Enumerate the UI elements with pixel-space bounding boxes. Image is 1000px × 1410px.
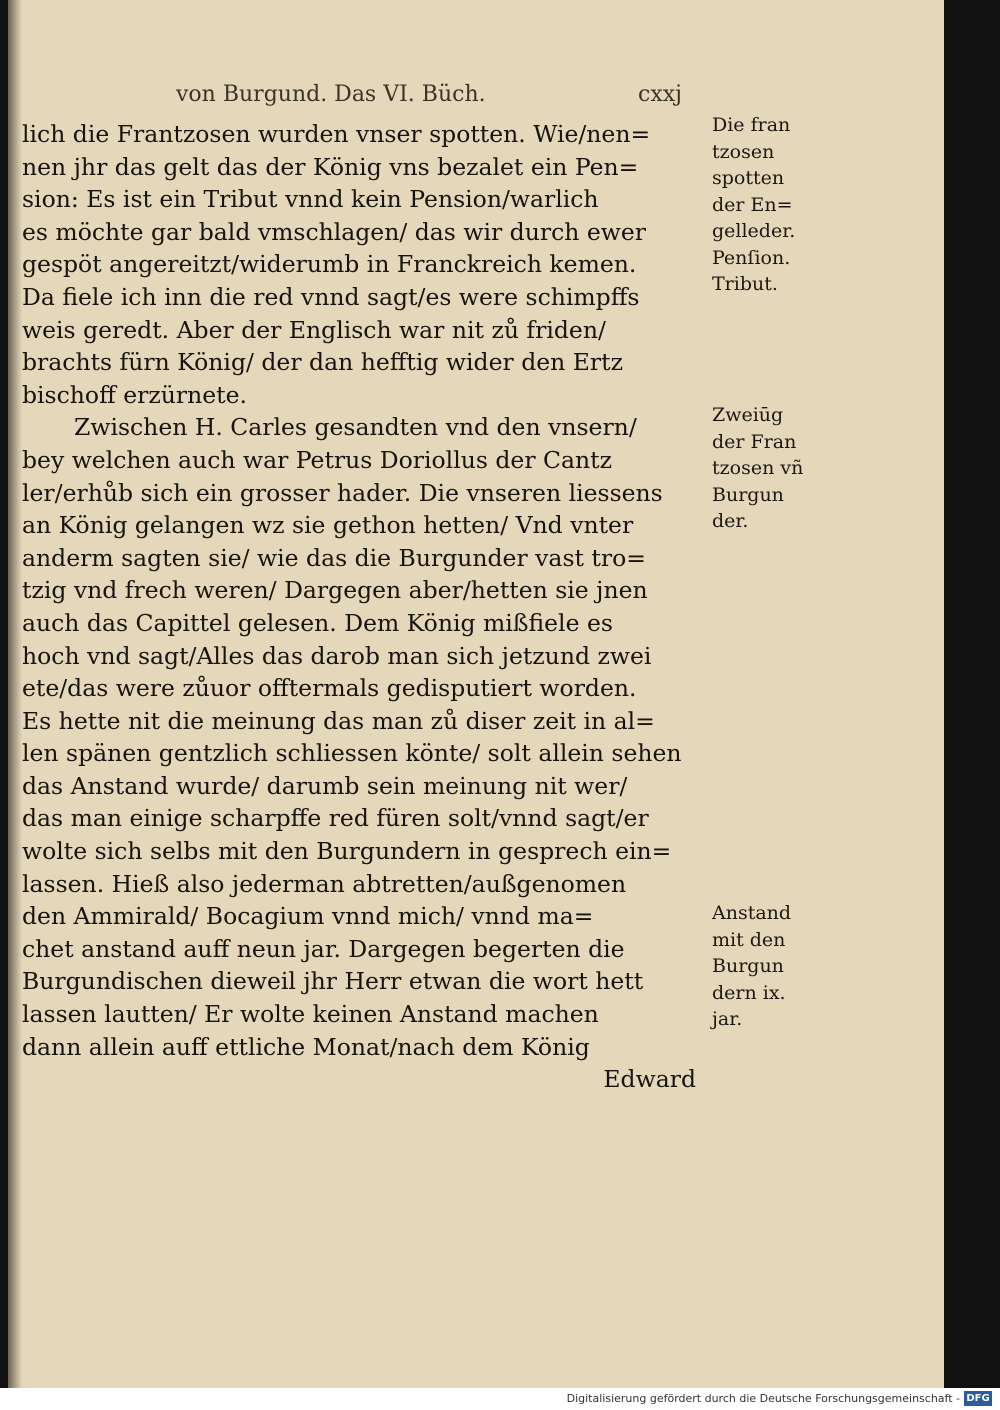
book-page: [8, 0, 944, 1388]
text-line: brachts fürn König/ der dan hefftig wider den Ertz: [22, 348, 623, 377]
text-line: auch das Capittel gelesen. Dem König mißfiele es: [22, 608, 613, 637]
marginal-note-line: Penſion.: [712, 246, 791, 269]
text-line: dann allein auff ettliche Monat/nach dem König: [22, 1032, 590, 1061]
marginal-note-line: Tribut.: [712, 273, 778, 295]
text-line: ete/das were zůuor offtermals gedisputiert worden.: [22, 674, 637, 703]
marginal-note-line: Die fran: [712, 114, 791, 136]
marginal-note-3: [712, 900, 828, 1033]
marginal-note-line: mit den: [712, 928, 786, 951]
text-line: tzig vnd frech weren/ Dargegen aber/hetten sie jnen: [22, 576, 648, 605]
marginal-note-line: Burgun: [712, 955, 784, 977]
marginal-note-line: der En=: [712, 193, 793, 216]
funding-credit: Digitalisierung gefördert durch die Deutsche Forschungsgemeinschaft -: [566, 1392, 960, 1405]
text-line: bischoff erzürnete.: [22, 380, 247, 409]
text-line: das man einige scharpffe red füren solt/vnnd sagt/er: [22, 804, 649, 833]
text-line: Es hette nit die meinung das man zů diser zeit in al=: [22, 706, 655, 735]
text-line: wolte sich selbs mit den Burgundern in gesprech ein=: [22, 837, 672, 866]
text-line: das Anstand wurde/ darumb sein meinung nit wer/: [22, 771, 628, 800]
marginal-note-2: [712, 402, 828, 535]
text-line: anderm sagten sie/ wie das die Burgunder vast tro=: [22, 543, 646, 572]
text-line: Burgundischen dieweil jhr Herr etwan die wort hett: [22, 967, 644, 996]
text-line: Zwischen H. Carles gesandten vnd den vnsern/: [74, 413, 637, 442]
page-gutter-shadow: [8, 0, 22, 1388]
marginal-note-line: spotten: [712, 167, 785, 189]
main-text-block: [22, 118, 702, 1096]
marginal-note-line: der.: [712, 510, 749, 532]
text-line: nen jhr das gelt das der König vns bezalet ein Pen=: [22, 152, 639, 181]
marginal-note-line: dern ix.: [712, 981, 786, 1004]
marginal-note-1: [712, 112, 828, 298]
text-line: ler/erhůb sich ein grosser hader. Die vnseren liessens: [22, 478, 663, 507]
text-line: Da fiele ich inn die red vnnd sagt/es were schimpffs: [22, 282, 640, 311]
text-line: weis geredt. Aber der Englisch war nit zů friden/: [22, 315, 606, 344]
text-line: lich die Frantzosen wurden vnser spotten. Wie/nen=: [22, 120, 651, 148]
running-title: von Burgund. Das VI. Büch.: [176, 82, 486, 107]
text-line: sion: Es ist ein Tribut vnnd kein Pension/warlich: [22, 185, 599, 214]
text-line: Edward: [603, 1065, 696, 1094]
marginal-note-line: tzosen vñ: [712, 457, 804, 479]
text-line: bey welchen auch war Petrus Doriollus der Cantz: [22, 445, 612, 474]
text-line: chet anstand auff neun jar. Dargegen begerten die: [22, 934, 625, 963]
text-line: an König gelangen wz sie gethon hetten/ Vnd vnter: [22, 511, 634, 540]
marginal-note-line: jar.: [712, 1008, 743, 1030]
marginal-note-line: Anstand: [712, 902, 792, 924]
dfg-logo: DFG: [964, 1391, 992, 1406]
text-line: lassen. Hieß also jederman abtretten/außgenomen: [22, 869, 627, 898]
marginal-note-line: Zweiūg: [712, 404, 784, 426]
marginal-note-line: gelleder.: [712, 220, 796, 242]
text-line: len spänen gentzlich schliessen könte/ solt allein sehen: [22, 739, 682, 768]
text-line: es möchte gar bald vmschlagen/ das wir durch ewer: [22, 217, 647, 246]
text-line: den Ammirald/ Bocagium vnnd mich/ vnnd ma=: [22, 902, 594, 931]
page-footer: [0, 1388, 1000, 1410]
text-line: lassen lautten/ Er wolte keinen Anstand machen: [22, 1000, 599, 1029]
text-line: hoch vnd sagt/Alles das darob man sich jetzund zwei: [22, 641, 652, 670]
marginal-note-line: tzosen: [712, 140, 775, 163]
marginal-note-line: Burgun: [712, 483, 784, 506]
marginal-note-line: der Fran: [712, 430, 797, 453]
folio-number: cxxj: [638, 82, 682, 107]
text-line: gespöt angereitzt/widerumb in Franckreich kemen.: [22, 250, 637, 279]
